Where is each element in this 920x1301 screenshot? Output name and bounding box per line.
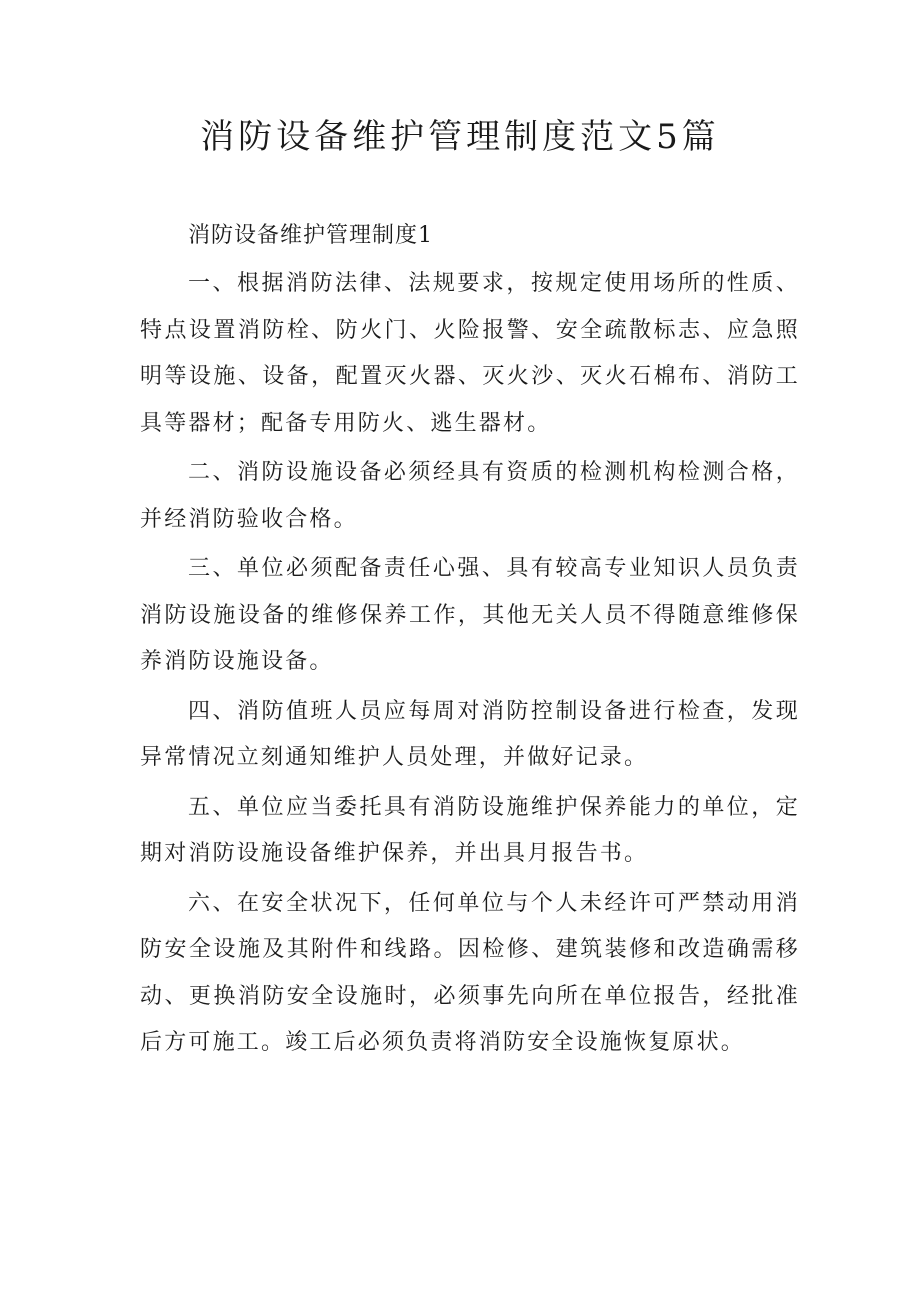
paragraph-3: 三、单位必须配备责任心强、具有较高专业知识人员负责消防设施设备的维修保养工作，其他无关人员不得随意维修保养消防设施设备。 — [140, 556, 800, 674]
document-title: 消防设备维护管理制度范文5篇 — [200, 117, 720, 157]
paragraph-2: 二、消防设施设备必须经具有资质的检测机构检测合格，并经消防验收合格。 — [140, 460, 800, 532]
paragraph-5: 五、单位应当委托具有消防设施维护保养能力的单位，定期对消防设施设备维护保养，并出具月报告书。 — [140, 794, 800, 866]
paragraph-6: 六、在安全状况下，任何单位与个人未经许可严禁动用消防安全设施及其附件和线路。因检修、建筑装修和改造确需移动、更换消防安全设施时，必须事先向所在单位报告，经批准后方可施工。竣工后必须负责将消防安全设施恢复原状。 — [140, 890, 800, 1055]
document-body — [140, 213, 800, 1067]
paragraph-4: 四、消防值班人员应每周对消防控制设备进行检查，发现异常情况立刻通知维护人员处理，并做好记录。 — [140, 698, 800, 770]
paragraph-1: 一、根据消防法律、法规要求，按规定使用场所的性质、特点设置消防栓、防火门、火险报警、安全疏散标志、应急照明等设施、设备，配置灭火器、灭火沙、灭火石棉布、消防工具等器材；配备专用防火、逃生器材。 — [140, 271, 800, 436]
section-heading: 消防设备维护管理制度1 — [188, 223, 433, 248]
